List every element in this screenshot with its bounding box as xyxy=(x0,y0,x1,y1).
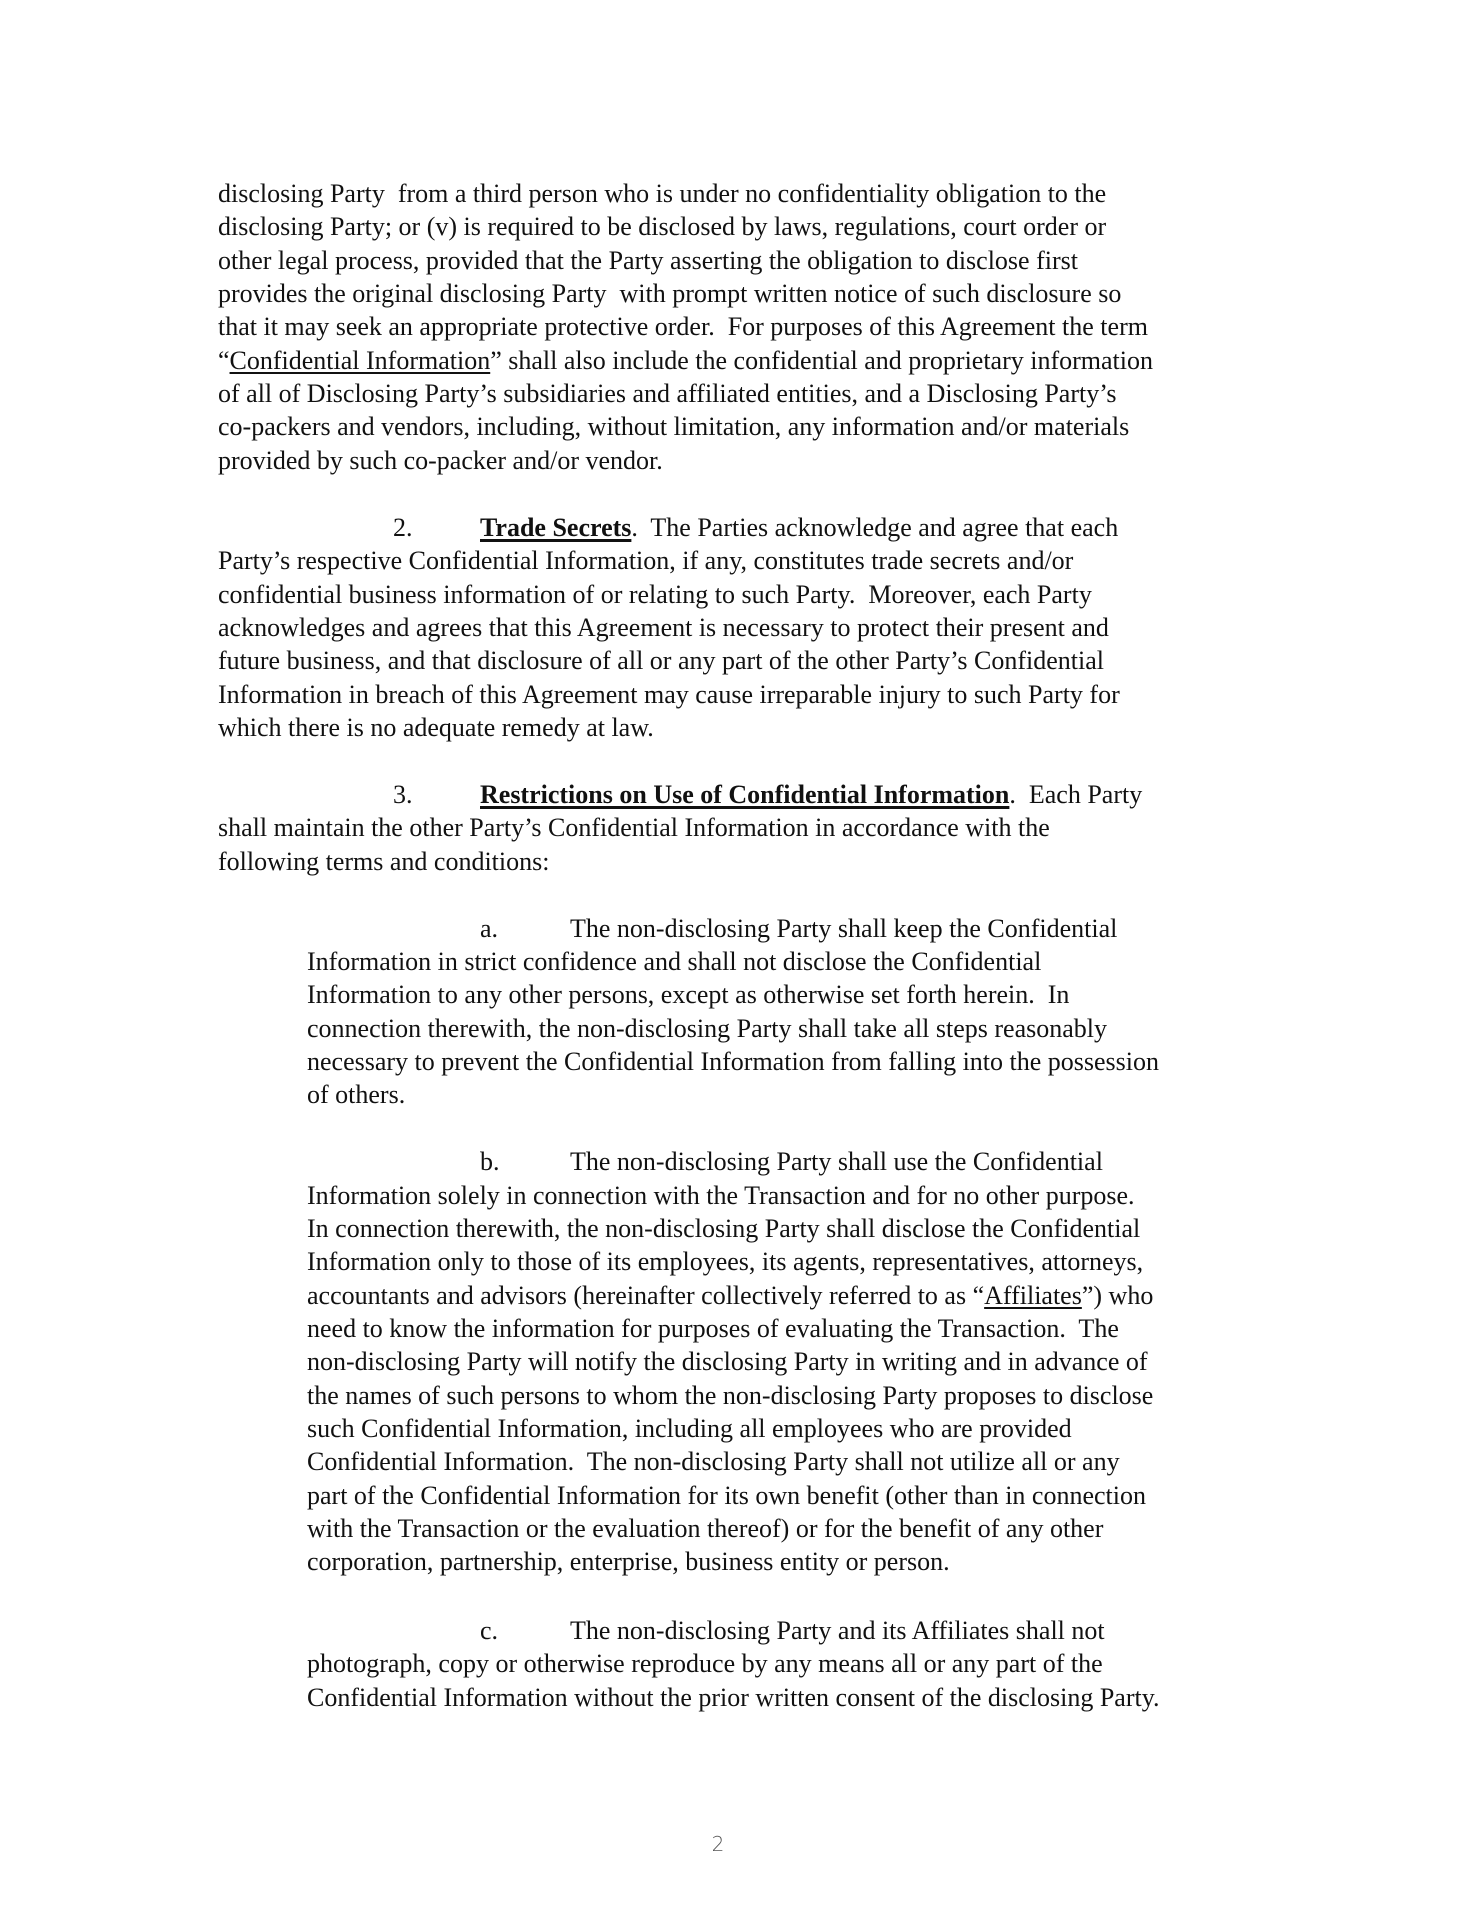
text-line: necessary to prevent the Confidential Information from falling into the possession xyxy=(307,1047,1160,1076)
text-line: Information only to those of its employees, its agents, representatives, attorneys, xyxy=(307,1247,1144,1276)
text-line: disclosing Party; or (v) is required to be disclosed by laws, regulations, court order or xyxy=(218,212,1107,241)
text-line xyxy=(218,348,1153,374)
text-line: acknowledges and agrees that this Agreement is necessary to protect their present and xyxy=(218,613,1109,642)
text-line: future business, and that disclosure of all or any part of the other Party’s Confidential xyxy=(218,646,1104,675)
text-line: provides the original disclosing Party with prompt written notice of such disclosure so xyxy=(218,279,1122,308)
text-line: need to know the information for purposes of evaluating the Transaction. The xyxy=(307,1314,1119,1343)
open-quote: “ xyxy=(218,346,230,375)
text-fragment: ” shall also include the confidential and proprietary information xyxy=(490,346,1154,375)
section-heading-line xyxy=(480,515,1118,541)
text-line: In connection therewith, the non-disclosing Party shall disclose the Confidential xyxy=(307,1214,1141,1243)
text-line: co-packers and vendors, including, without limitation, any information and/or materials xyxy=(218,412,1130,441)
text-line: photograph, copy or otherwise reproduce by any means all or any part of the xyxy=(307,1649,1103,1678)
text-line: other legal process, provided that the Party asserting the obligation to disclose first xyxy=(218,246,1078,275)
text-line: provided by such co-packer and/or vendor. xyxy=(218,446,663,475)
section-number: 2. xyxy=(393,513,413,542)
text-line: that it may seek an appropriate protective order. For purposes of this Agreement the term xyxy=(218,312,1148,341)
text-line: non-disclosing Party will notify the disclosing Party in writing and in advance of xyxy=(307,1347,1148,1376)
text-line: part of the Confidential Information for its own benefit (other than in connection xyxy=(307,1481,1146,1510)
text-line: shall maintain the other Party’s Confidential Information in accordance with the xyxy=(218,813,1050,842)
text-line: Information in breach of this Agreement may cause irreparable injury to such Party for xyxy=(218,680,1120,709)
text-fragment: ”) who xyxy=(1081,1281,1154,1310)
item-label: c. xyxy=(480,1616,499,1645)
item-label: b. xyxy=(480,1147,500,1176)
text-line: The non-disclosing Party and its Affiliates shall not xyxy=(570,1616,1105,1645)
text-line: Confidential Information without the prior written consent of the disclosing Party. xyxy=(307,1683,1160,1712)
defined-term-confidential-information: Confidential Information xyxy=(229,346,491,375)
defined-term-affiliates: Affiliates xyxy=(984,1281,1082,1310)
text-line: of others. xyxy=(307,1080,406,1109)
text-line: Information to any other persons, except as otherwise set forth herein. In xyxy=(307,980,1070,1009)
text-line: Party’s respective Confidential Information, if any, constitutes trade secrets and/or xyxy=(218,546,1074,575)
text-fragment: . The Parties acknowledge and agree that each xyxy=(631,513,1119,542)
text-line: which there is no adequate remedy at law. xyxy=(218,713,654,742)
text-line: the names of such persons to whom the non-disclosing Party proposes to disclose xyxy=(307,1381,1154,1410)
text-line xyxy=(307,1283,1153,1309)
text-line: The non-disclosing Party shall use the Confidential xyxy=(570,1147,1103,1176)
text-line: connection therewith, the non-disclosing Party shall take all steps reasonably xyxy=(307,1014,1108,1043)
section-heading: Trade Secrets xyxy=(480,513,632,542)
item-label: a. xyxy=(480,914,499,943)
text-fragment: accountants and advisors (hereinafter collectively referred to as “ xyxy=(307,1281,985,1310)
section-heading: Restrictions on Use of Confidential Information xyxy=(480,780,1010,809)
text-fragment: . Each Party xyxy=(1009,780,1143,809)
page-number: 2 xyxy=(711,1832,725,1856)
text-line: following terms and conditions: xyxy=(218,847,550,876)
text-line: Confidential Information. The non-disclosing Party shall not utilize all or any xyxy=(307,1447,1120,1476)
section-number: 3. xyxy=(393,780,413,809)
text-line: disclosing Party from a third person who is under no confidentiality obligation to the xyxy=(218,179,1107,208)
text-line: Information solely in connection with the Transaction and for no other purpose. xyxy=(307,1181,1135,1210)
text-line: confidential business information of or relating to such Party. Moreover, each Party xyxy=(218,580,1092,609)
text-line: of all of Disclosing Party’s subsidiaries and affiliated entities, and a Disclosing Party’s xyxy=(218,379,1117,408)
text-line: corporation, partnership, enterprise, business entity or person. xyxy=(307,1547,950,1576)
text-line: Information in strict confidence and shall not disclose the Confidential xyxy=(307,947,1042,976)
text-line: The non-disclosing Party shall keep the Confidential xyxy=(570,914,1118,943)
section-heading-line xyxy=(480,782,1142,808)
text-line: such Confidential Information, including all employees who are provided xyxy=(307,1414,1072,1443)
text-line: with the Transaction or the evaluation thereof) or for the benefit of any other xyxy=(307,1514,1104,1543)
